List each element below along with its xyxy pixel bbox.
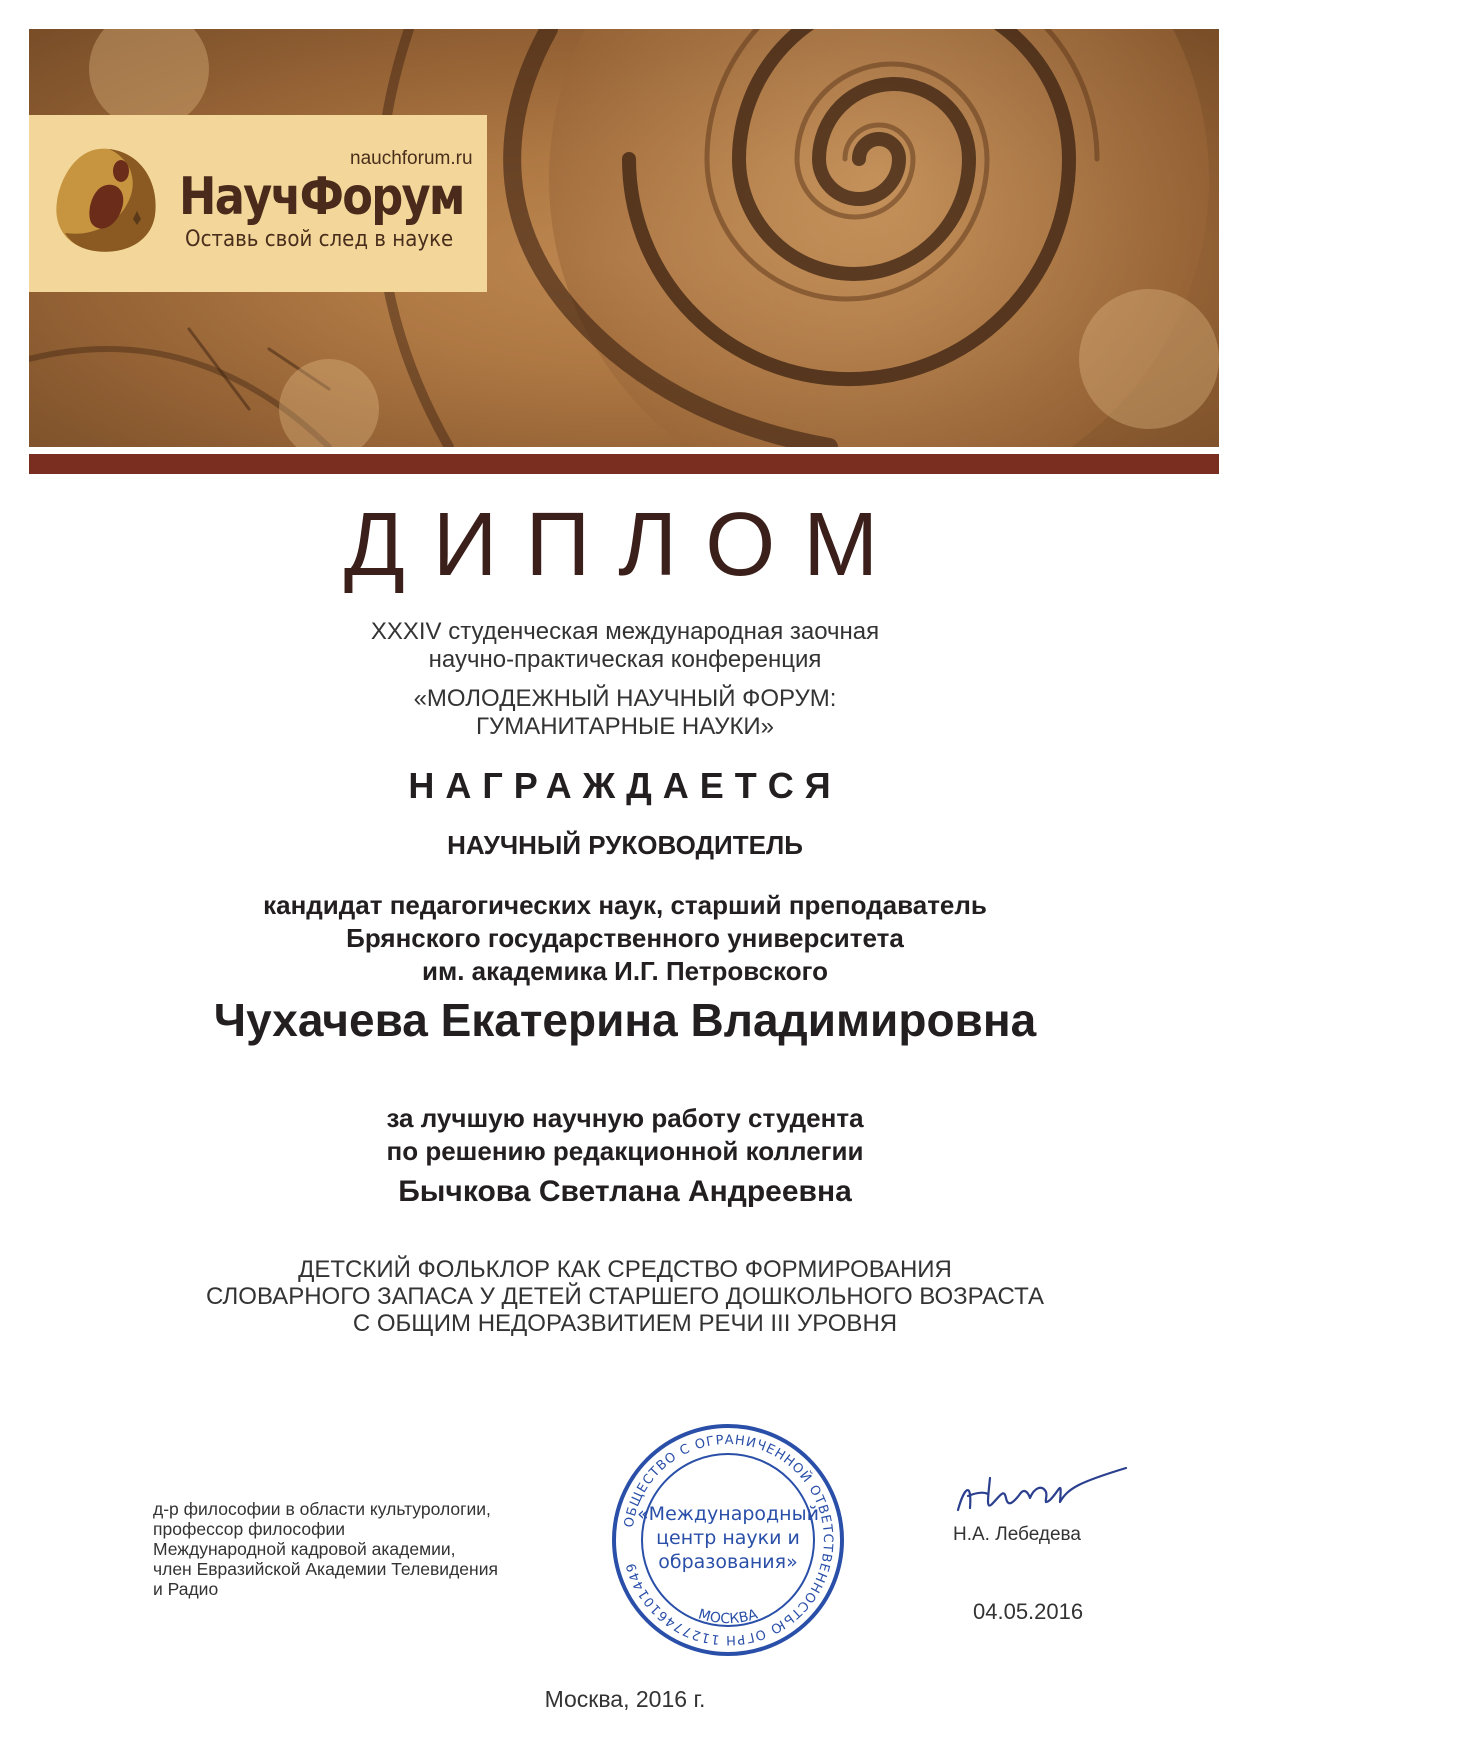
logo-tagline: Оставь свой след в науке	[185, 227, 454, 252]
recipient-name: Чухачева Екатерина Владимировна	[213, 994, 1037, 1046]
banner-stripe	[29, 454, 1219, 474]
credentials-line: профессор философии	[153, 1519, 346, 1539]
stamp-outer-text: ОБЩЕСТВО С ОГРАНИЧЕННОЙ ОТВЕТСТВЕННОСТЬЮ ОГРН 1127746101449	[621, 1432, 836, 1648]
credentials-line: Международной кадровой академии,	[153, 1539, 456, 1559]
position-line: им. академика И.Г. Петровского	[422, 956, 828, 986]
conference-name-line: «МОЛОДЕЖНЫЙ НАУЧНЫЙ ФОРУМ:	[413, 685, 837, 712]
topic-line: ДЕТСКИЙ ФОЛЬКЛОР КАК СРЕДСТВО ФОРМИРОВАНИЯ	[298, 1256, 952, 1283]
svg-text:МОСКВА	[696, 1606, 760, 1627]
place-and-year: Москва, 2016 г.	[544, 1686, 706, 1712]
credentials-line: д-р философии в области культурологии,	[153, 1499, 491, 1519]
topic-line: СЛОВАРНОГО ЗАПАСА У ДЕТЕЙ СТАРШЕГО ДОШКОЛЬНОГО ВОЗРАСТА	[206, 1283, 1044, 1310]
position-line: Брянского государственного университета	[346, 923, 904, 953]
stamp-bottom-text: МОСКВА	[696, 1606, 760, 1628]
conference-line: XXXIV студенческая международная заочная	[370, 618, 880, 645]
signer-credentials	[153, 1499, 498, 1599]
stamp-center-line: «Международный	[637, 1503, 819, 1525]
signing-date: 04.05.2016	[973, 1599, 1084, 1624]
position-line: кандидат педагогических наук, старший преподаватель	[263, 890, 987, 920]
diploma-title: ДИПЛОМ	[343, 495, 907, 595]
official-stamp	[610, 1422, 846, 1658]
conference-name	[0, 685, 1250, 741]
student-name: Бычкова Светлана Андреевна	[398, 1175, 852, 1208]
handwritten-signature-icon	[950, 1458, 1130, 1528]
stamp-center-line: образования»	[658, 1551, 798, 1573]
credentials-line: член Евразийской Академии Телевидения	[153, 1559, 498, 1579]
credentials-line: и Радио	[153, 1579, 219, 1599]
conference-line: научно-практическая конференция	[428, 646, 822, 673]
recipient-position	[0, 889, 1250, 988]
stamp-center-line: центр науки и	[656, 1527, 800, 1549]
stamp-center-text	[610, 1502, 846, 1574]
logo-name: НаучФорум	[179, 167, 464, 227]
award-reason	[0, 1102, 1250, 1168]
logo-panel	[29, 115, 487, 292]
reason-line: за лучшую научную работу студента	[386, 1103, 864, 1133]
footprint-logo-icon	[51, 145, 163, 257]
work-topic	[0, 1256, 1250, 1337]
signer-name: Н.А. Лебедева	[953, 1524, 1081, 1545]
reason-line: по решению редакционной коллегии	[386, 1136, 864, 1166]
topic-line: С ОБЩИМ НЕДОРАЗВИТИЕМ РЕЧИ III УРОВНЯ	[352, 1310, 898, 1337]
logo-url: nauchforum.ru	[350, 148, 473, 169]
conference-name-line: ГУМАНИТАРНЫЕ НАУКИ»	[475, 713, 775, 740]
conference-description	[0, 618, 1250, 674]
recipient-role: НАУЧНЫЙ РУКОВОДИТЕЛЬ	[447, 830, 803, 860]
awarded-heading: НАГРАЖДАЕТСЯ	[408, 765, 842, 806]
